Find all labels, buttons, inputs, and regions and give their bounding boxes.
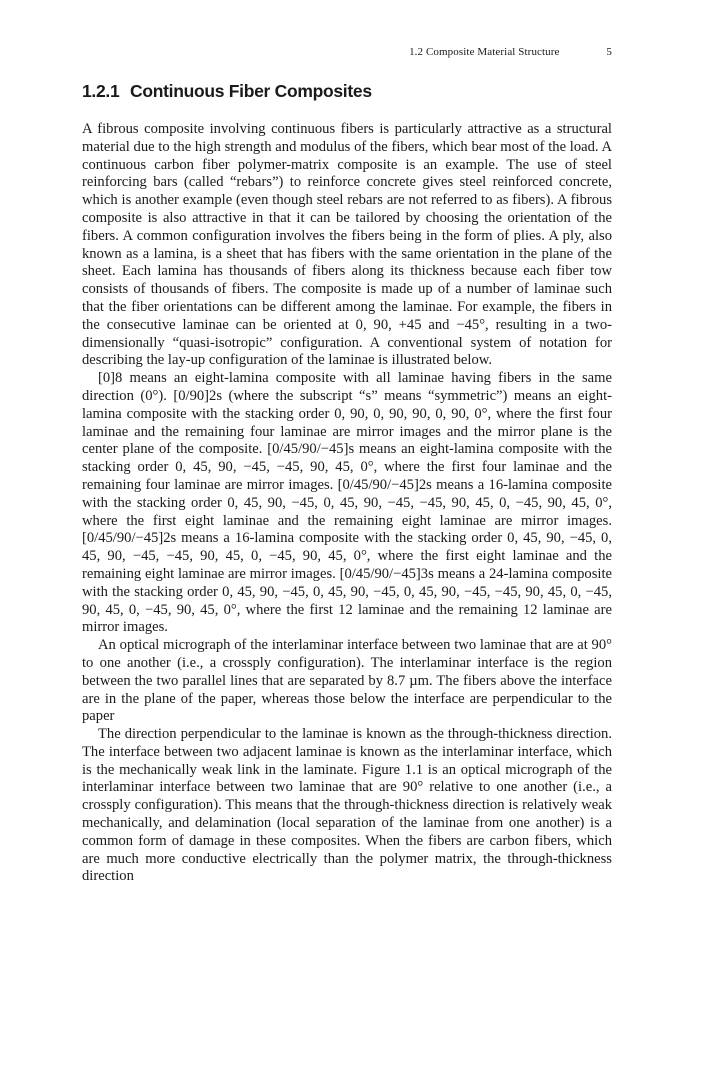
running-head-section: 1.2 Composite Material Structure (409, 46, 560, 58)
section-title: Continuous Fiber Composites (130, 81, 372, 101)
page-number: 5 (606, 46, 612, 58)
section-number: 1.2.1 (82, 81, 120, 101)
section-heading (82, 81, 372, 102)
running-head (82, 46, 612, 58)
paragraph-intro: A fibrous composite involving continuous fibers is particularly attractive as a structural material due to the high strength and modulus of the fibers, which bear most of the load. A continuous carbon fiber polymer-matrix composite is an example. The use of steel reinforcing bars (called “rebars”) to reinforce concrete gives steel reinforced concrete, which is another example (even though steel rebars are not referred to as fibers). A fibrous composite is also attractive in that it can be tailored by choosing the orientation of the fibers. A common configuration involves the fibers being in the form of plies. A ply, also known as a lamina, is a sheet that has fibers with the same orientation in the plane of the sheet. Each lamina has thousands of fibers along its thickness because each fiber tow consists of thousands of fibers. The composite is made up of a number of laminae such that the fiber orientations can be different among the laminae. For example, the fibers in the consecutive laminae can be oriented at 0, 90, +45 and −45°, resulting in a two-dimensionally “quasi-isotropic” configuration. A conventional system of notation for describing the lay-up configuration of the laminae is illustrated below. (82, 121, 612, 369)
paragraph-notation: [0]8 means an eight-lamina composite with all laminae having fibers in the same direction (0°). [0/90]2s (where the subscript “s” means “symmetric”) means an eight-lamina composite with the stacking order 0, 90, 0, 90, 90, 0, 90, 0°, where the first four laminae and the remaining four laminae are mirror images and the mirror plane is the center plane of the composite. [0/45/90/−45]s means an eight-lamina composite with the stacking order 0, 45, 90, −45, −45, 90, 45, 0°, where the first four laminae and the remaining four laminae are mirror images. [0/45/90/−45]2s means a 16-lamina composite with the stacking order 0, 45, 90, −45, 0, 45, 90, −45, −45, 90, 45, 0, −45, 90, 45, 0°, where the first eight laminae and the remaining eight laminae are mirror images. [0/45/90/−45]2s means a 16-lamina composite with the stacking order 0, 45, 90, −45, 0, 45, 90, −45, −45, 90, 45, 0, −45, 90, 45, 0°, where the first eight laminae and the remaining eight laminae are mirror images. [0/45/90/−45]3s means a 24-lamina composite with the stacking order 0, 45, 90, −45, 0, 45, 90, −45, 0, 45, 90, −45, −45, 90, 45, 0, −45, 90, 45, 0, −45, 90, 45, 0°, where the first 12 laminae and the remaining 12 laminae are mirror images. (82, 370, 612, 636)
paragraph-micrograph: An optical micrograph of the interlaminar interface between two laminae that are at 90° to one another (i.e., a crossply configuration). The interlaminar interface is the region between the two parallel lines that are separated by 8.7 µm. The fibers above the interface are in the plane of the paper, whereas those below the interface are perpendicular to the paper (82, 637, 612, 725)
body-text (82, 121, 612, 886)
paragraph-through-thickness: The direction perpendicular to the laminae is known as the through-thickness direction. The interface between two adjacent laminae is known as the interlaminar interface, which is the mechanically weak link in the laminate. Figure 1.1 is an optical micrograph of the interlaminar interface between two laminae that are 90° relative to one another (i.e., a crossply configuration). This means that the through-thickness direction is relatively weak mechanically, and delamination (local separation of the laminae from one another) is a common form of damage in these composites. When the fibers are carbon fibers, which are much more conductive electrically than the polymer matrix, the through-thickness direction (82, 726, 612, 885)
